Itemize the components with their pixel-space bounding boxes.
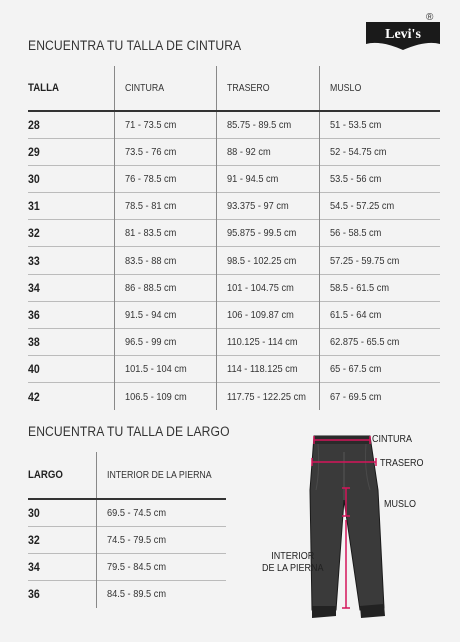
measurement-cell [216,165,319,192]
column-header [97,452,226,499]
size-cell [28,274,114,301]
cell-text: 84.5 - 89.5 cm [107,588,167,601]
cell-text: 95.875 - 99.5 cm [226,227,296,240]
cell-text: 76 - 78.5 cm [124,172,176,185]
cell-text: 62.875 - 65.5 cm [329,336,399,349]
measurement-cell [319,138,440,165]
cell-text: 114 - 118.125 cm [226,363,298,376]
cell-text: 96.5 - 99 cm [124,336,176,349]
table-row [28,247,440,274]
cell-text: 34 [28,280,40,295]
cell-text: 33 [28,253,40,268]
table-row [28,329,440,356]
cell-text: 79.5 - 84.5 cm [107,560,167,573]
cell-text: 31 [28,199,40,214]
column-header-label: CINTURA [124,82,164,94]
measurement-cell [97,553,226,580]
measurement-cell [216,301,319,328]
size-cell [28,165,114,192]
thigh-callout: MUSLO [384,499,417,510]
measurement-cell [114,356,216,383]
table-row [28,274,440,301]
cell-text: 52 - 54.75 cm [329,145,386,158]
measurement-cell [114,193,216,220]
inseam-callout [262,551,324,575]
size-cell [28,383,114,410]
cell-text: 58.5 - 61.5 cm [329,281,389,294]
column-header [28,66,114,111]
cell-text: 98.5 - 102.25 cm [226,254,296,267]
measurement-cell [114,274,216,301]
cell-text: 74.5 - 79.5 cm [107,533,167,546]
measurement-cell [216,274,319,301]
measurement-cell [319,274,440,301]
cell-text: 106.5 - 109 cm [124,390,187,403]
size-cell [28,499,97,526]
measurement-cell [97,526,226,553]
measurement-cell [114,247,216,274]
cell-text: 83.5 - 88 cm [124,254,176,267]
measurement-cell [216,247,319,274]
column-header-label: TALLA [28,82,60,94]
measurement-cell [319,356,440,383]
cell-text: 91.5 - 94 cm [124,308,176,321]
cell-text: 36 [28,587,40,602]
measurement-cell [319,220,440,247]
cell-text: 42 [28,389,40,404]
length-size-table [28,452,226,608]
cell-text: 93.375 - 97 cm [226,200,289,213]
table-row [28,193,440,220]
length-section-title: ENCUENTRA TU TALLA DE LARGO [28,424,230,439]
measurement-cell [216,329,319,356]
cell-text: 32 [28,532,40,547]
column-header [28,452,97,499]
table-header-row [28,66,440,111]
measurement-cell [216,138,319,165]
size-cell [28,301,114,328]
measurement-cell [114,111,216,138]
table-row [28,165,440,192]
measurement-cell [216,383,319,410]
measurement-cell [114,165,216,192]
measurement-cell [319,383,440,410]
measurement-cell [114,301,216,328]
cell-text: 88 - 92 cm [226,145,271,158]
table-row [28,356,440,383]
cell-text: 81 - 83.5 cm [124,227,176,240]
inseam-callout-line1: INTERIOR [271,551,315,562]
column-header-label: INTERIOR DE LA PIERNA [107,469,212,481]
registered-mark: ® [426,12,434,23]
table-row [28,553,226,580]
measurement-cell [114,220,216,247]
cell-text: 57.25 - 59.75 cm [329,254,399,267]
measurement-cell [216,111,319,138]
measurement-cell [319,165,440,192]
size-cell [28,111,114,138]
cell-text: 30 [28,171,40,186]
size-cell [28,329,114,356]
measurement-cell [114,383,216,410]
table-header-row [28,452,226,499]
column-header [216,66,319,111]
measurement-cell [114,329,216,356]
cell-text: 36 [28,307,40,322]
size-cell [28,356,114,383]
size-cell [28,247,114,274]
table-row [28,526,226,553]
cell-text: 106 - 109.87 cm [226,308,294,321]
table-row [28,301,440,328]
waist-callout: CINTURA [372,434,413,445]
cell-text: 40 [28,362,40,377]
cell-text: 67 - 69.5 cm [329,390,381,403]
levis-logo [366,22,440,50]
cell-text: 117.75 - 122.25 cm [226,390,306,403]
cell-text: 30 [28,505,40,520]
cell-text: 28 [28,117,40,132]
cell-text: 110.125 - 114 cm [226,336,298,349]
column-header-label: LARGO [28,469,63,481]
cell-text: 51 - 53.5 cm [329,118,381,131]
table-row [28,383,440,410]
cell-text: 56 - 58.5 cm [329,227,381,240]
measurement-cell [319,111,440,138]
measurement-cell [97,499,226,526]
cell-text: 69.5 - 74.5 cm [107,506,167,519]
cell-text: 34 [28,559,40,574]
cell-text: 91 - 94.5 cm [226,172,278,185]
size-cell [28,526,97,553]
size-cell [28,138,114,165]
column-header [319,66,440,111]
table-row [28,111,440,138]
seat-callout: TRASERO [380,458,424,469]
column-header [114,66,216,111]
size-cell [28,581,97,608]
table-row [28,581,226,608]
waist-size-table [28,66,440,410]
cell-text: 54.5 - 57.25 cm [329,200,394,213]
measurement-cell [216,356,319,383]
cell-text: 73.5 - 76 cm [124,145,176,158]
column-header-label: MUSLO [329,82,361,94]
cell-text: 61.5 - 64 cm [329,308,381,321]
table-row [28,499,226,526]
measurement-cell [319,329,440,356]
cell-text: 29 [28,144,40,159]
table-row [28,220,440,247]
measurement-cell [97,581,226,608]
size-cell [28,553,97,580]
measurement-cell [114,138,216,165]
cell-text: 32 [28,226,40,241]
measurement-cell [216,193,319,220]
cell-text: 65 - 67.5 cm [329,363,381,376]
brand-name: Levi's [385,27,421,42]
measurement-cell [319,193,440,220]
cell-text: 101 - 104.75 cm [226,281,294,294]
cell-text: 38 [28,335,40,350]
cell-text: 86 - 88.5 cm [124,281,176,294]
size-cell [28,220,114,247]
inseam-callout-line2: DE LA PIERNA [262,563,324,574]
measurement-cell [319,301,440,328]
cell-text: 53.5 - 56 cm [329,172,381,185]
measurement-cell [216,220,319,247]
waist-section-title: ENCUENTRA TU TALLA DE CINTURA [28,38,242,53]
column-header-label: TRASERO [226,82,270,94]
cell-text: 78.5 - 81 cm [124,200,176,213]
measurement-cell [319,247,440,274]
table-row [28,138,440,165]
cell-text: 71 - 73.5 cm [124,118,176,131]
cell-text: 101.5 - 104 cm [124,363,187,376]
size-cell [28,193,114,220]
cell-text: 85.75 - 89.5 cm [226,118,291,131]
